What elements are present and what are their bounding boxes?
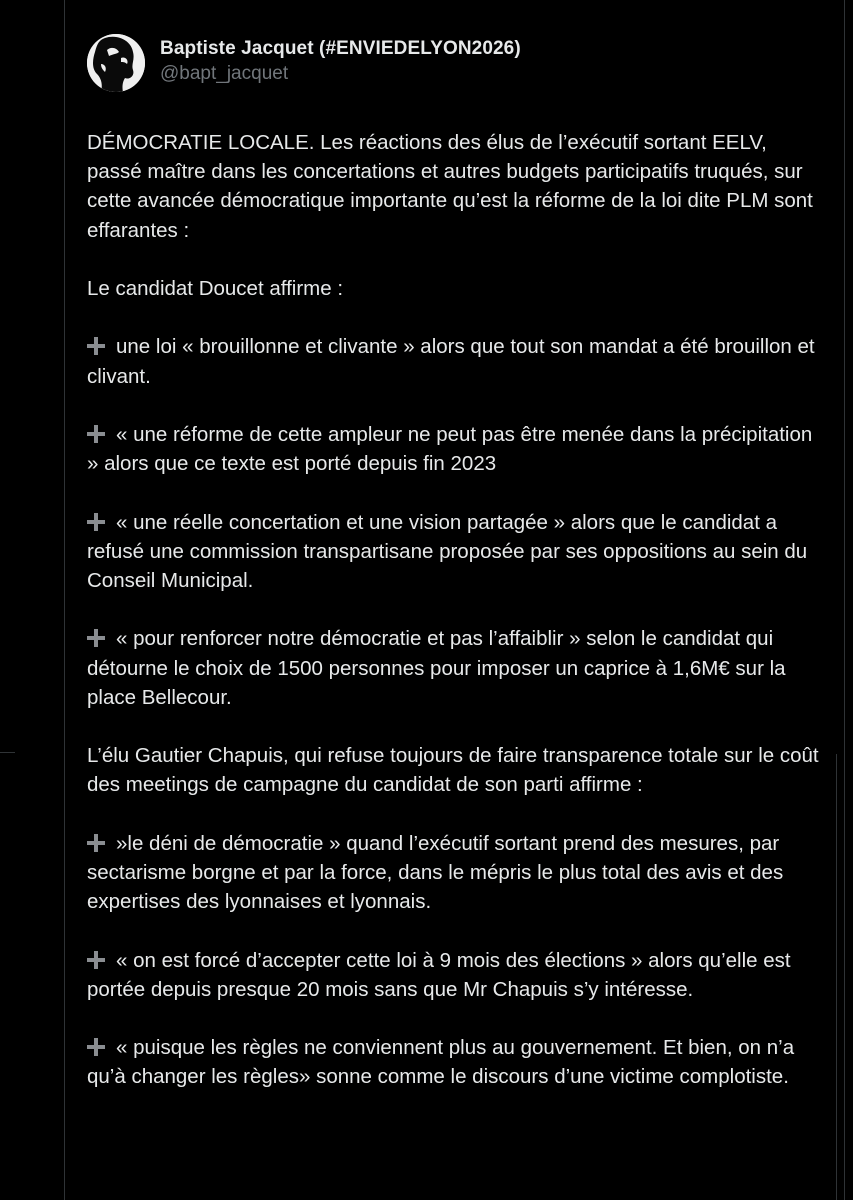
- doucet-point-text: une loi « brouillonne et clivante » alors que tout son mandat a été brouillon et clivant.: [87, 335, 815, 388]
- doucet-intro-paragraph: Le candidat Doucet affirme :: [87, 277, 344, 300]
- tweet-intro-paragraph: DÉMOCRATIE LOCALE. Les réactions des élus de l’exécutif sortant EELV, passé maître dans les concertations et autres budgets participatifs truqués, sur cette avancée démocratique importante qu’est la réforme de la loi dite PLM sont effarantes :: [87, 131, 813, 242]
- chapuis-point: [87, 1033, 827, 1091]
- plus-icon: [87, 951, 105, 969]
- left-divider: [0, 752, 15, 753]
- right-divider: [836, 754, 837, 1200]
- tweet-text: [87, 128, 827, 1121]
- chapuis-point-text: « on est forcé d’accepter cette loi à 9 mois des élections » alors qu’elle est portée depuis presque 20 mois sans que Mr Chapuis s’y intéresse.: [87, 948, 791, 1001]
- doucet-point: [87, 508, 827, 596]
- chapuis-point-text: »le déni de démocratie » quand l’exécutif sortant prend des mesures, par sectarisme borgne et par la force, dans le mépris le plus total des avis et des expertises des lyonnaises et lyonnais.: [87, 831, 784, 914]
- portrait-avatar-icon: [87, 34, 145, 92]
- chapuis-point: [87, 829, 827, 917]
- doucet-point: [87, 332, 827, 390]
- author-display-name[interactable]: Baptiste Jacquet (#ENVIEDELYON2026): [160, 38, 521, 59]
- chapuis-point-text: « puisque les règles ne conviennent plus au gouvernement. Et bien, on n’a qu’à changer les règles» sonne comme le discours d’une victime complotiste.: [87, 1036, 795, 1089]
- chapuis-intro-paragraph: L’élu Gautier Chapuis, qui refuse toujours de faire transparence totale sur le coût des meetings de campagne du candidat de son parti affirme :: [87, 744, 819, 797]
- plus-icon: [87, 513, 105, 531]
- doucet-point: [87, 420, 827, 478]
- avatar[interactable]: [87, 34, 145, 92]
- author-identity: [160, 36, 521, 86]
- plus-icon: [87, 629, 105, 647]
- doucet-point-text: « une réelle concertation et une vision partagée » alors que le candidat a refusé une commission transpartisane proposée par ses oppositions au sein du Conseil Municipal.: [87, 510, 808, 592]
- chapuis-point: [87, 946, 827, 1004]
- plus-icon: [87, 337, 105, 355]
- plus-icon: [87, 425, 105, 443]
- tweet-header: [87, 34, 521, 92]
- author-handle[interactable]: @bapt_jacquet: [160, 63, 289, 84]
- doucet-point-text: « une réforme de cette ampleur ne peut pas être menée dans la précipitation » alors que ce texte est porté depuis fin 2023: [87, 422, 813, 476]
- plus-icon: [87, 1038, 105, 1056]
- doucet-point-text: « pour renforcer notre démocratie et pas l’affaiblir » selon le candidat qui détourne le choix de 1500 personnes pour imposer un caprice à 1,6M€ sur la place Bellecour.: [87, 627, 786, 709]
- plus-icon: [87, 834, 105, 852]
- doucet-point: [87, 624, 827, 712]
